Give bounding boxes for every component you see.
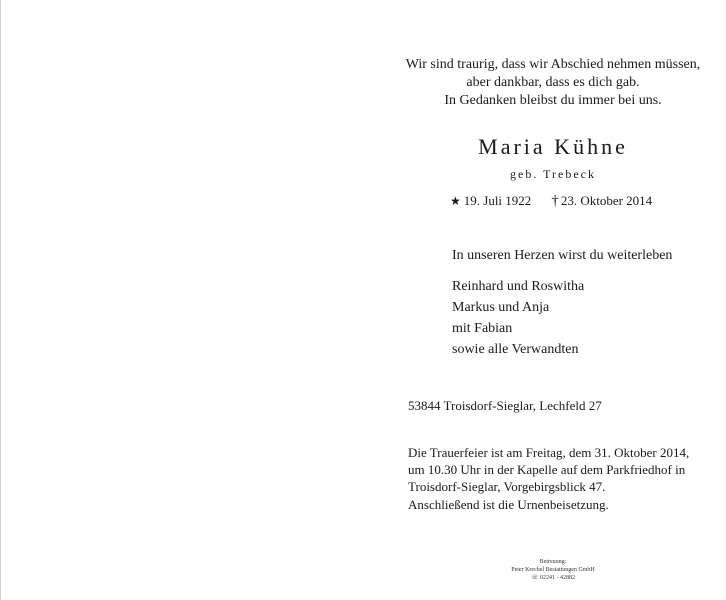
mourners-list bbox=[452, 276, 584, 360]
birth-date: 19. Juli 1922 bbox=[463, 193, 532, 208]
mourner-item: sowie alle Verwandten bbox=[452, 342, 579, 357]
mourner-item: mit Fabian bbox=[452, 321, 513, 336]
page-edge-line bbox=[0, 0, 1, 600]
undertaker-company: Peter Krechel Bestattungen GmbH bbox=[511, 567, 595, 573]
mourner-item: Markus und Anja bbox=[452, 300, 550, 315]
obituary-card bbox=[380, 0, 726, 600]
memory-line: In unseren Herzen wirst du weiterleben bbox=[452, 248, 673, 263]
funeral-line: Die Trauerfeier ist am Freitag, dem 31. Oktober 2014, bbox=[408, 445, 690, 460]
poem-line: aber dankbar, dass es dich gab. bbox=[466, 75, 640, 90]
poem-line: Wir sind traurig, dass wir Abschied nehmen müssen, bbox=[405, 57, 701, 72]
funeral-line: Troisdorf-Sieglar, Vorgebirgsblick 47. bbox=[408, 479, 606, 494]
funeral-line: um 10.30 Uhr in der Kapelle auf dem Parkfriedhof in bbox=[408, 462, 686, 477]
poem-line: In Gedanken bleibst du immer bei uns. bbox=[444, 93, 662, 108]
undertaker-info bbox=[380, 558, 726, 582]
urn-notice: Anschließend ist die Urnenbeisetzung. bbox=[408, 497, 609, 512]
memorial-poem bbox=[380, 56, 726, 110]
undertaker-phone: ☏ 02241 - 42882 bbox=[530, 575, 575, 581]
funeral-notice bbox=[408, 444, 689, 495]
birth-star-icon: ★ bbox=[450, 194, 461, 208]
undertaker-label: Betreuung: bbox=[539, 559, 567, 565]
life-dates bbox=[450, 193, 652, 210]
maiden-name: geb. Trebeck bbox=[510, 167, 596, 181]
death-date: 23. Oktober 2014 bbox=[560, 193, 653, 208]
mourner-item: Reinhard und Roswitha bbox=[452, 279, 585, 294]
family-address: 53844 Troisdorf-Sieglar, Lechfeld 27 bbox=[408, 398, 602, 413]
deceased-name: Maria Kühne bbox=[478, 134, 628, 159]
death-cross-icon: † bbox=[551, 193, 559, 209]
